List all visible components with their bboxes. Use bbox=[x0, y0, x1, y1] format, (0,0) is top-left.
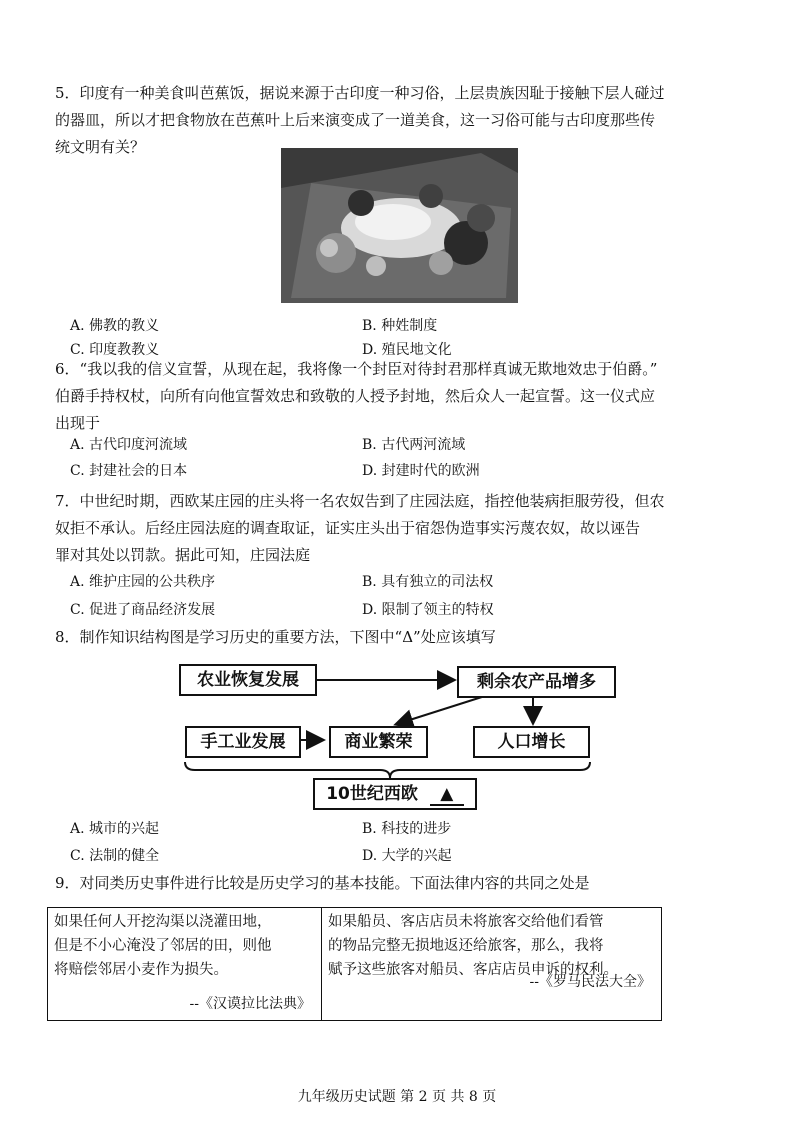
banana-leaf-rice-illustration bbox=[281, 148, 518, 303]
node-result bbox=[313, 778, 477, 810]
option-c: C. 法制的健全 bbox=[70, 848, 160, 864]
node-surplus: 剩余农产品增多 bbox=[457, 666, 616, 698]
option-c: C. 封建社会的日本 bbox=[70, 463, 188, 479]
question-6-line-2: 伯爵手持权杖，向所有向他宣誓效忠和致敬的人授予封地，然后众人一起宣誓。这一仪式应 bbox=[55, 387, 656, 405]
law-hammurabi-line-3: 将赔偿邻居小麦作为损失。 bbox=[54, 962, 228, 978]
question-8-line-1: 8．制作知识结构图是学习历史的重要方法，下图中“Δ”处应该填写 bbox=[55, 628, 496, 646]
node-agriculture: 农业恢复发展 bbox=[179, 664, 317, 696]
law-hammurabi-line-2: 但是不小心淹没了邻居的田，则他 bbox=[54, 938, 272, 954]
law-roman-source: --《罗马民法大全》 bbox=[529, 974, 651, 990]
law-roman-line-2: 的物品完整无损地返还给旅客，那么，我将 bbox=[328, 938, 604, 954]
option-c: C. 促进了商品经济发展 bbox=[70, 602, 216, 618]
arrow-surplus-to-commerce bbox=[397, 696, 485, 724]
option-b: B. 古代两河流域 bbox=[362, 437, 466, 453]
option-d: D. 殖民地文化 bbox=[362, 342, 452, 358]
question-5-line-3: 统文明有关？ bbox=[55, 138, 146, 156]
node-population: 人口增长 bbox=[473, 726, 590, 758]
blank-triangle: ▲ bbox=[430, 784, 464, 806]
question-9-line-1: 9．对同类历史事件进行比较是历史学习的基本技能。下面法律内容的共同之处是 bbox=[55, 874, 590, 892]
question-7-line-2: 奴拒不承认。后经庄园法庭的调查取证，证实庄头出于宿怨伪造事实污蔑农奴，故以诬告 bbox=[55, 519, 641, 537]
question-7-line-3: 罪对其处以罚款。据此可知，庄园法庭 bbox=[55, 546, 311, 564]
option-b: B. 科技的进步 bbox=[362, 821, 452, 837]
law-comparison-table bbox=[47, 907, 662, 1021]
option-d: D. 限制了领主的特权 bbox=[362, 602, 494, 618]
option-a: A. 维护庄园的公共秩序 bbox=[70, 574, 216, 590]
law-roman-line-3: 赋予这些旅客对船员、客店店员申诉的权利。 bbox=[328, 962, 618, 978]
option-a: A. 城市的兴起 bbox=[70, 821, 160, 837]
question-7 bbox=[55, 488, 745, 569]
question-5-line-1: 5．印度有一种美食叫芭蕉饭，据说来源于古印度一种习俗，上层贵族因耻于接触下层人碰过 bbox=[55, 84, 665, 102]
diagram-brace bbox=[185, 762, 590, 778]
law-roman-line-1: 如果船员、客店店员未将旅客交给他们看管 bbox=[328, 914, 604, 930]
question-6-line-1: 6．“我以我的信义宣誓，从现在起，我将像一个封臣对待封君那样真诚无欺地效忠于伯爵。” bbox=[55, 360, 658, 378]
law-roman bbox=[322, 908, 661, 1020]
question-9 bbox=[55, 870, 745, 897]
option-a: A. 古代印度河流域 bbox=[70, 437, 188, 453]
question-7-line-1: 7．中世纪时期，西欧某庄园的庄头将一名农奴告到了庄园法庭，指控他装病拒服劳役，但农 bbox=[55, 492, 665, 510]
question-6 bbox=[55, 356, 745, 437]
question-7-options bbox=[70, 568, 690, 624]
question-8-options bbox=[70, 816, 690, 870]
knowledge-structure-diagram bbox=[175, 652, 620, 812]
question-5-line-2: 的器皿，所以才把食物放在芭蕉叶上后来演变成了一道美食，这一习俗可能与古印度那些传 bbox=[55, 111, 656, 129]
question-8 bbox=[55, 624, 745, 651]
option-d: D. 大学的兴起 bbox=[362, 848, 452, 864]
question-6-line-3: 出现于 bbox=[55, 414, 101, 432]
option-b: B. 种姓制度 bbox=[362, 318, 438, 334]
option-b: B. 具有独立的司法权 bbox=[362, 574, 494, 590]
option-a: A. 佛教的教义 bbox=[70, 318, 160, 334]
node-result-label: 10世纪西欧 bbox=[326, 784, 418, 804]
page-footer: 九年级历史试题 第 2 页 共 8 页 bbox=[297, 1089, 497, 1105]
option-c: C. 印度教教义 bbox=[70, 342, 160, 358]
question-6-options bbox=[70, 432, 690, 484]
option-d: D. 封建时代的欧洲 bbox=[362, 463, 480, 479]
law-hammurabi-line-1: 如果任何人开挖沟渠以浇灌田地， bbox=[54, 914, 272, 930]
law-hammurabi bbox=[48, 908, 322, 1020]
banana-leaf-rice-photo bbox=[281, 148, 518, 303]
question-5-options bbox=[70, 314, 690, 362]
law-hammurabi-source: --《汉谟拉比法典》 bbox=[189, 996, 311, 1012]
node-handicraft: 手工业发展 bbox=[185, 726, 301, 758]
node-commerce: 商业繁荣 bbox=[329, 726, 428, 758]
